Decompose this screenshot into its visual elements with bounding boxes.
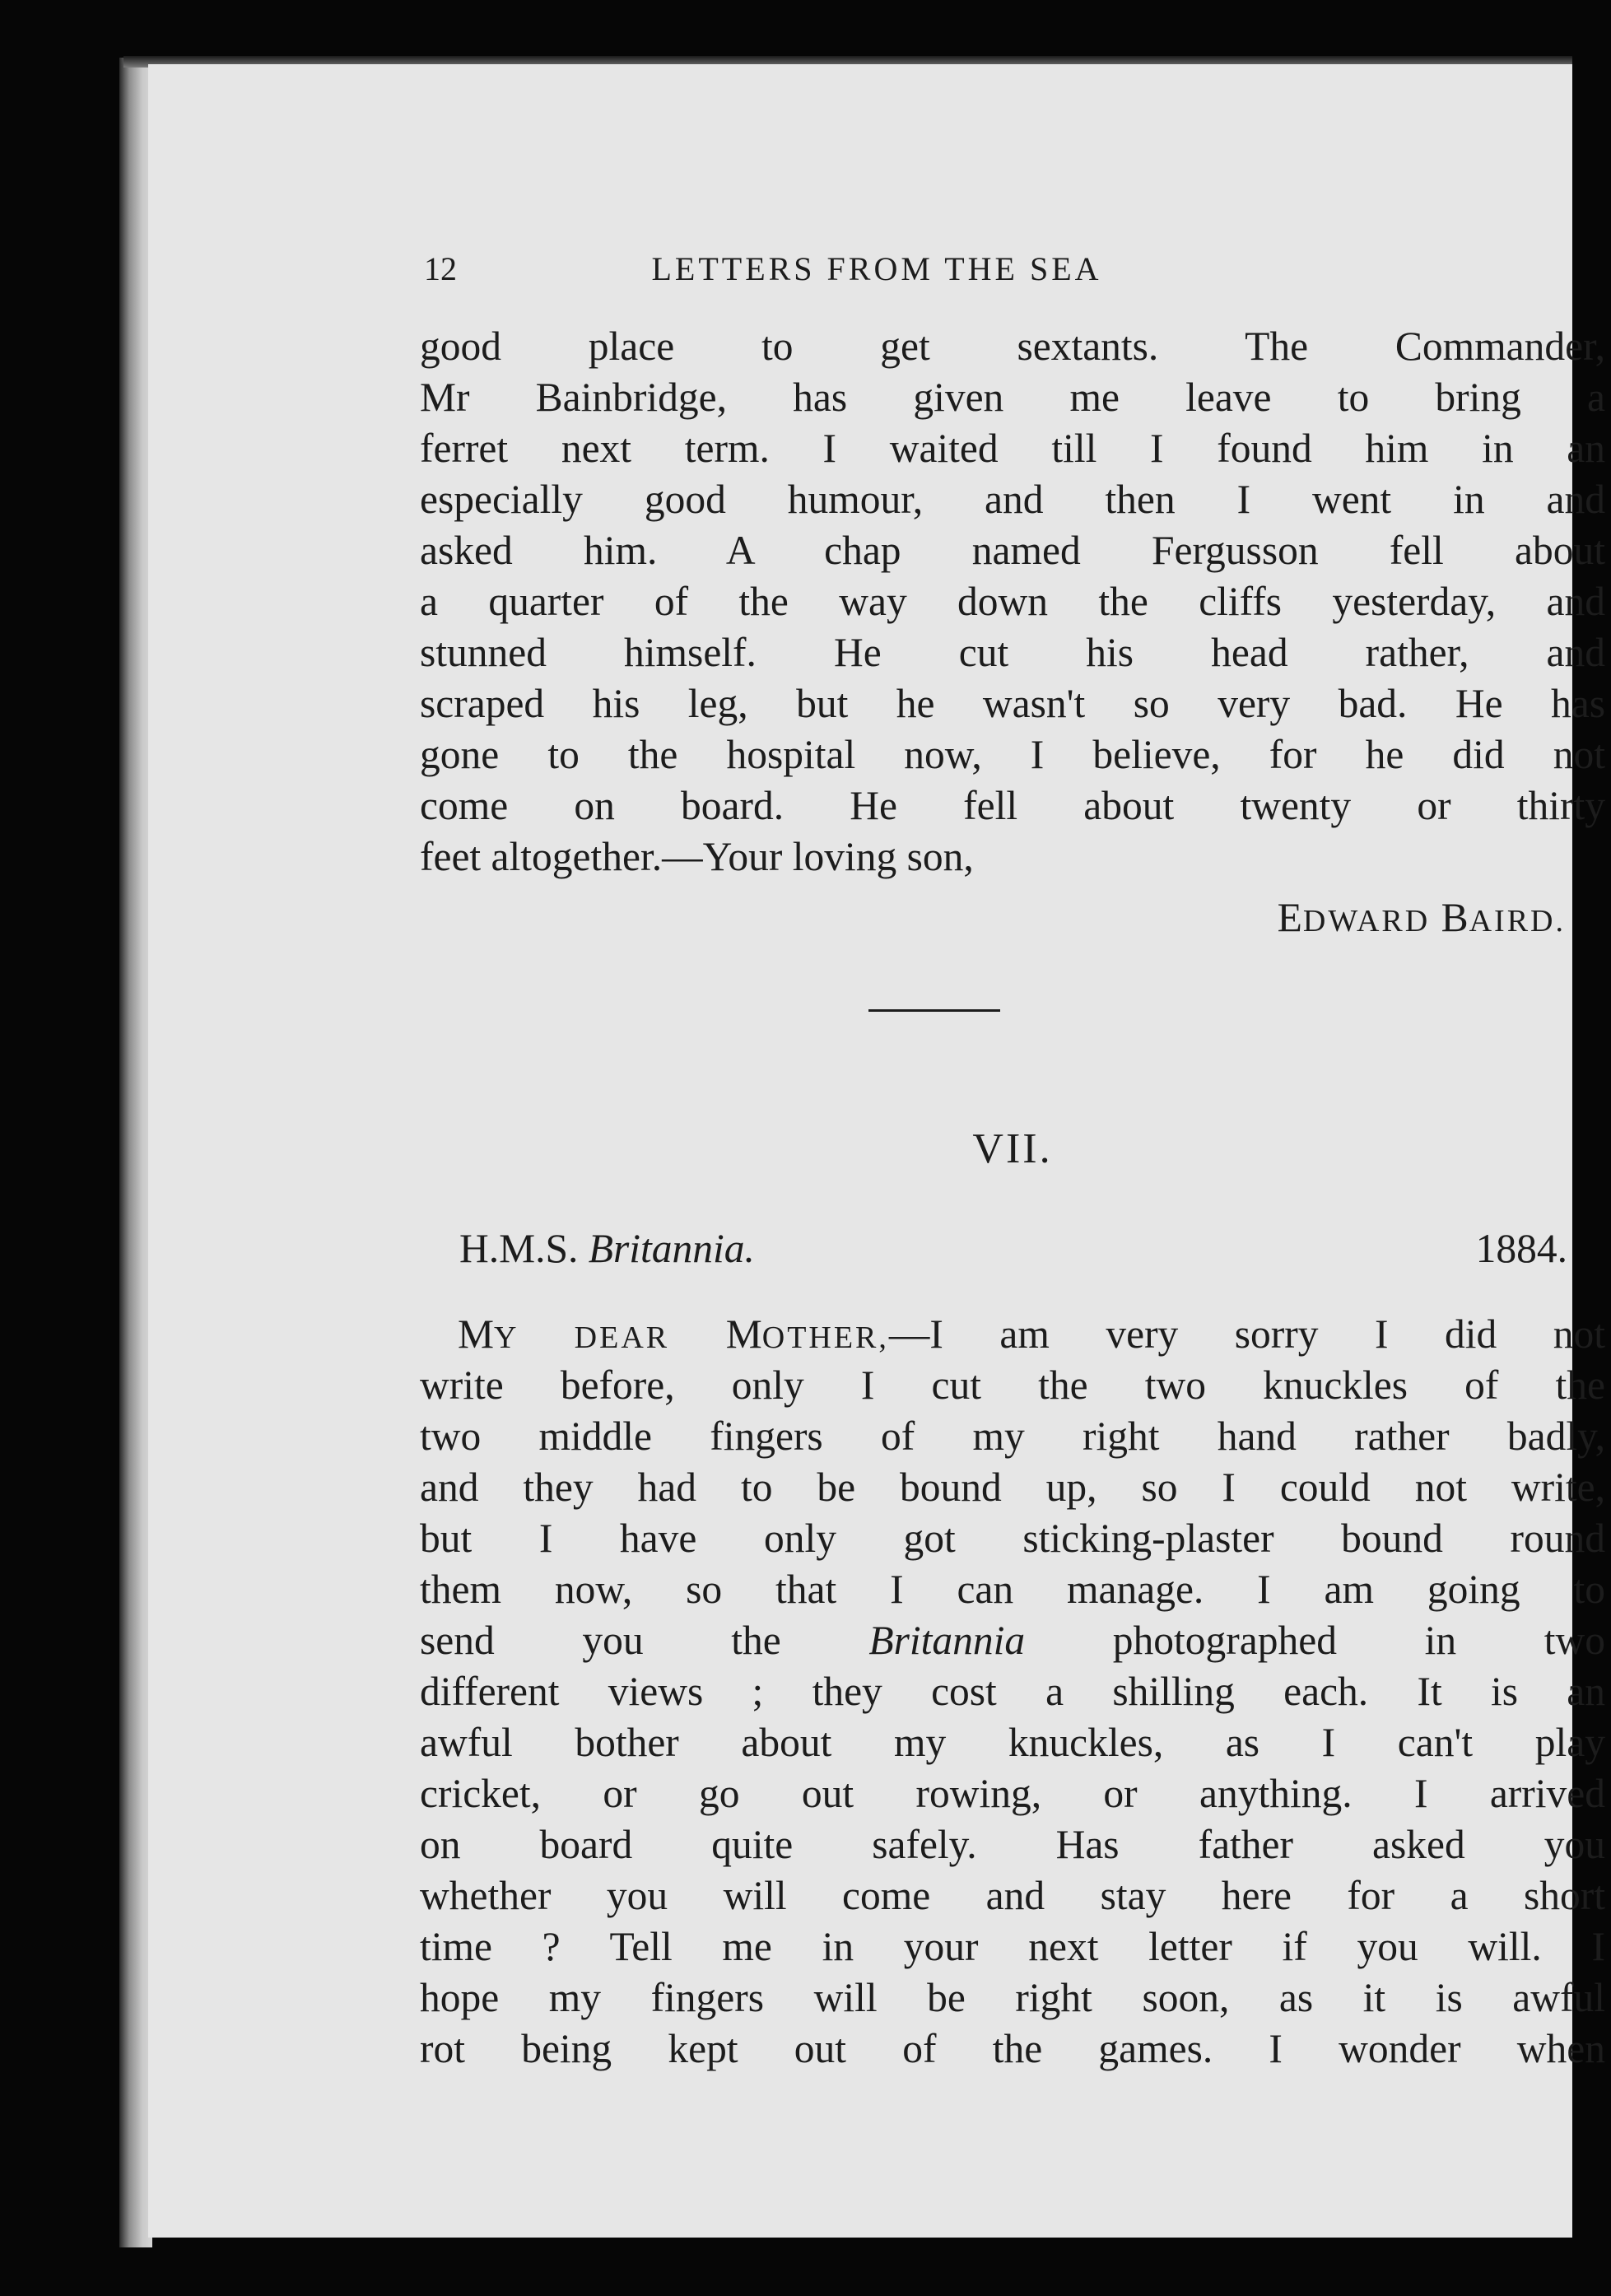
text-line: two middle fingers of my right hand rather badly, [420,1413,1605,1459]
salutation-other: OTHER, [761,1320,889,1355]
britannia-line-after: photographed in two [1025,1618,1605,1663]
first-line-rest: —I am very sorry I did not [888,1311,1605,1357]
ship-name: Britannia. [588,1226,755,1271]
text-line: different views ; they cost a shilling each. It is an [420,1669,1605,1714]
place-prefix: H.M.S. [459,1226,589,1271]
text-line: hope my fingers will be right soon, as it is awful [420,1975,1605,2020]
text-line: ferret next term. I waited till I found him in an [420,426,1605,471]
text-line: and they had to be bound up, so I could not write, [420,1465,1605,1510]
signature [420,894,1566,941]
page-number: 12 [424,250,457,287]
text-line: time ? Tell me in your next letter if you will. I [420,1924,1605,1969]
letter-vi-body [420,321,1605,883]
book-page [148,64,1605,2238]
text-line: awful bother about my knuckles, as I can't play [420,1720,1605,1765]
text-line: a quarter of the way down the cliffs yesterday, and [420,579,1605,624]
letter-vii-body [420,1309,1605,2075]
text-line: Mr Bainbridge, has given me leave to bring a [420,375,1605,420]
text-line: stunned himself. He cut his head rather, and [420,630,1605,675]
salutation-line [420,1309,1605,1360]
text-line: on board quite safely. Has father asked you [420,1822,1605,1867]
signature-last-initial: B [1441,895,1469,940]
text-line: them now, so that I can manage. I am going to [420,1567,1605,1612]
signature-first-rest: DWARD [1302,904,1431,938]
signature-last-rest: AIRD. [1469,904,1566,938]
text-line: scraped his leg, but he wasn't so very bad. He has [420,681,1605,726]
book-spine-edge [119,58,152,2247]
text-line: good place to get sextants. The Commander, [420,324,1605,369]
signature-first-initial: E [1277,895,1303,940]
salutation-m2: M [725,1311,762,1357]
text-line: cricket, or go out rowing, or anything. I arrived [420,1771,1605,1816]
britannia-ship: Britannia [868,1618,1026,1663]
dateline-place [459,1225,755,1272]
text-line: asked him. A chap named Fergusson fell about [420,528,1605,573]
britannia-line-before: send you the [420,1618,869,1663]
text-line: write before, only I cut the two knuckles of the [420,1362,1605,1408]
salutation-m1: M [458,1311,495,1357]
dateline-year: 1884. [1475,1226,1567,1271]
section-divider [868,1009,1000,1012]
text-line: but I have only got sticking-plaster bound round [420,1516,1605,1561]
text-line: gone to the hospital now, I believe, for he did not [420,732,1605,777]
text-line: feet altogether.—Your loving son, [420,834,974,879]
text-line: come on board. He fell about twenty or thirty [420,783,1605,828]
text-line: rot being kept out of the games. I wonder when [420,2026,1605,2071]
text-line: especially good humour, and then I went in and [420,477,1605,522]
salutation-y: Y DEAR [494,1320,726,1355]
text-line: whether you will come and stay here for a short [420,1873,1605,1918]
chapter-heading: VII. [972,1125,1053,1172]
dateline [459,1225,1567,1276]
britannia-line [420,1615,1605,1666]
running-title: LETTERS FROM THE SEA [651,250,1102,287]
running-header [424,249,1329,299]
